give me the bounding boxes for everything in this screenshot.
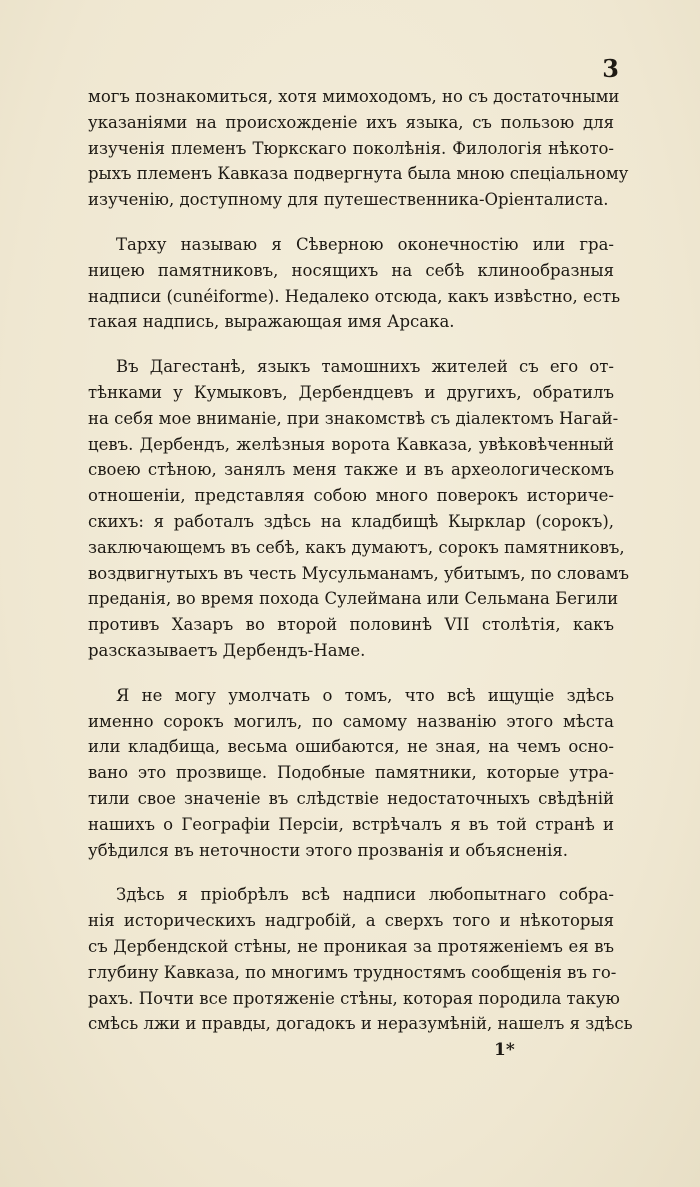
text-line: нія историческихъ надгробій, а сверхъ того и нѣкоторыя — [88, 911, 614, 931]
text-line: ницею памятниковъ, носящихъ на себѣ клинообразныя — [88, 260, 614, 280]
paragraph-2 — [88, 232, 621, 335]
text-line: надписи (cunéiforme). Недалеко отсюда, какъ извѣстно, есть — [88, 286, 621, 306]
text-line: съ Дербендской стѣны, не проникая за протяженіемъ ея въ — [88, 936, 614, 956]
text-line: изученію, доступному для путешественника-Оріенталиста. — [88, 190, 609, 210]
text-line: Здѣсь я пріобрѣлъ всѣ надписи любопытнаго собра- — [116, 885, 614, 905]
text-line: нашихъ о Географіи Персіи, встрѣчалъ я въ той странѣ и — [88, 814, 614, 834]
text-line: смѣсь лжи и правды, догадокъ и неразумѣній, нашелъ я здѣсь — [88, 1014, 633, 1034]
text-line: разсказываетъ Дербендъ-Наме. — [88, 640, 366, 660]
text-line: изученія племенъ Тюркскаго поколѣнія. Филологія нѣкото- — [88, 138, 614, 158]
text-line: преданія, во время похода Сулеймана или Сельмана Бегили — [88, 589, 619, 609]
text-line: Я не могу умолчать о томъ, что всѣ ищущіе здѣсь — [116, 685, 614, 705]
text-line: вано это прозвище. Подобные памятники, которые утра- — [88, 763, 614, 783]
text-line: отношеніи, представляя собою много поверокъ историче- — [88, 486, 614, 506]
text-line: рахъ. Почти все протяженіе стѣны, которая породила такую — [88, 988, 620, 1008]
text-line: тили свое значеніе въ слѣдствіе недостаточныхъ свѣдѣній — [88, 788, 614, 808]
text-line: Въ Дагестанѣ, языкъ тамошнихъ жителей съ его от- — [116, 357, 614, 377]
text-line: воздвигнутыхъ въ честь Мусульманамъ, убитымъ, по словамъ — [88, 563, 629, 583]
text-line: противъ Хазаръ во второй половинѣ VII столѣтія, какъ — [88, 615, 614, 635]
text-line: на себя мое вниманіе, при знакомствѣ съ діалектомъ Нагай- — [88, 408, 619, 428]
paragraph-5 — [88, 882, 633, 1037]
text-line: скихъ: я работалъ здѣсь на кладбищѣ Кырклар (сорокъ), — [88, 511, 614, 531]
text-line: могъ познакомиться, хотя мимоходомъ, но съ достаточными — [88, 87, 620, 106]
text-line: Тарху называю я Сѣверною оконечностію или гра- — [116, 234, 614, 254]
text-line: убѣдился въ неточности этого прозванія и объясненія. — [88, 840, 569, 860]
paragraph-1 — [88, 84, 629, 213]
text-line: цевъ. Дербендъ, желѣзныя ворота Кавказа, увѣковѣченный — [88, 434, 614, 454]
text-line: именно сорокъ могилъ, по самому названію этого мѣста — [88, 711, 614, 731]
text-line: тѣнками у Кумыковъ, Дербендцевъ и другихъ, обратилъ — [88, 382, 614, 402]
body-text — [88, 84, 633, 1037]
text-line: заключающемъ въ себѣ, какъ думаютъ, сорокъ памятниковъ, — [88, 537, 625, 557]
paragraph-3 — [88, 354, 629, 664]
printer-signature-mark: 1* — [494, 1040, 515, 1060]
text-line: или кладбища, весьма ошибаются, не зная, на чемъ осно- — [88, 737, 614, 757]
text-line: своею стѣною, занялъ меня также и въ археологическомъ — [88, 460, 614, 480]
text-line: такая надпись, выражающая имя Арсака. — [88, 312, 455, 332]
paragraph-4 — [88, 683, 614, 864]
text-line: рыхъ племенъ Кавказа подвергнута была мною спеціальному — [88, 164, 629, 184]
text-line: глубину Кавказа, по многимъ трудностямъ сообщенія въ го- — [88, 962, 617, 982]
page-number: 3 — [602, 54, 620, 83]
text-line: указаніями на происхожденіе ихъ языка, съ пользою для — [88, 112, 614, 132]
